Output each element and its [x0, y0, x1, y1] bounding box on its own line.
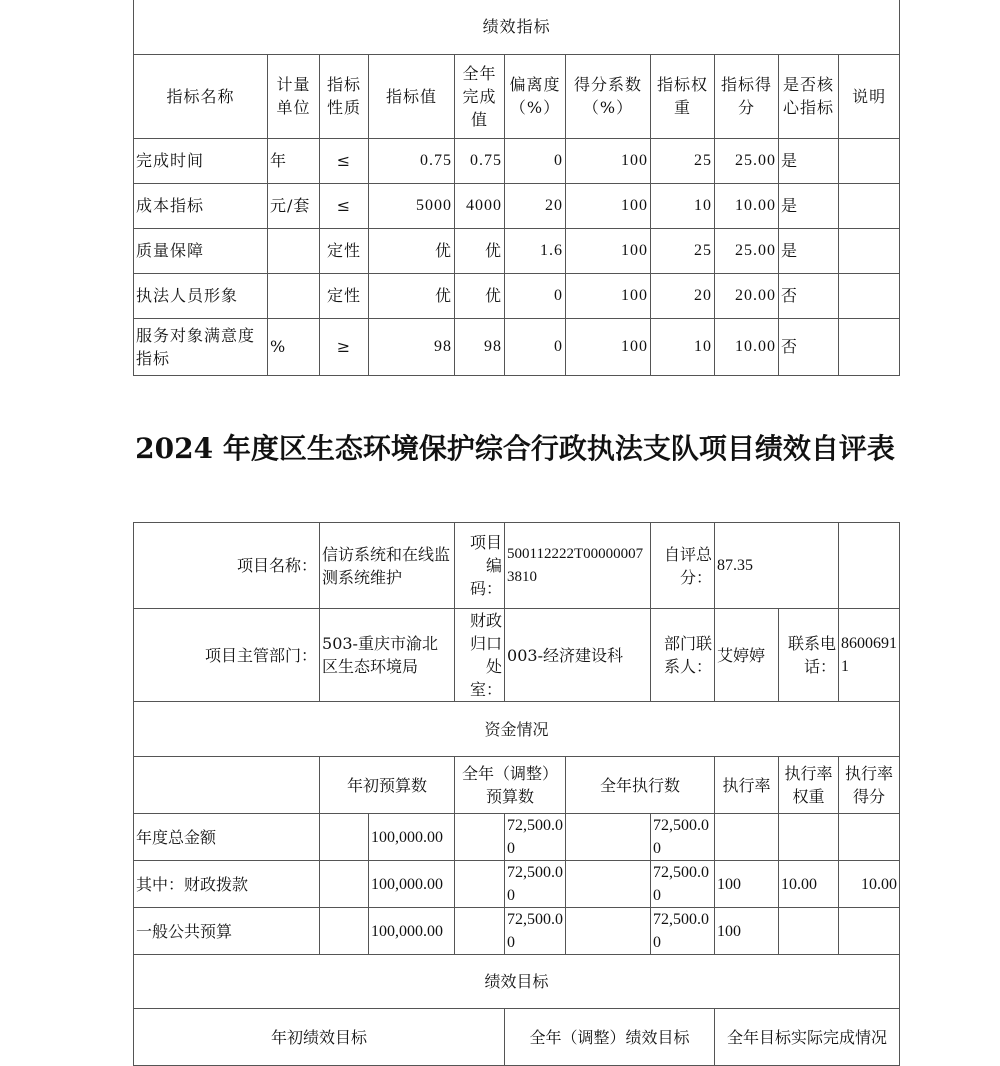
indicator-note [839, 273, 900, 318]
perf-section-title: 绩效指标 [134, 0, 900, 54]
table-row [134, 861, 900, 908]
funds-adjusted: 72,500.00 [505, 814, 566, 861]
contact-person-value: 艾婷婷 [715, 609, 779, 702]
indicator-score: 25.00 [715, 228, 779, 273]
indicator-name: 成本指标 [134, 183, 268, 228]
table-row [134, 318, 900, 375]
indicator-unit [268, 273, 320, 318]
indicator-actual: 优 [455, 273, 505, 318]
indicator-coefficient: 100 [566, 228, 651, 273]
indicator-target: 0.75 [369, 138, 455, 183]
header-nature: 指标性质 [320, 54, 369, 138]
funds-header-adjusted: 全年（调整）预算数 [455, 757, 566, 814]
header-score: 指标得分 [715, 54, 779, 138]
indicator-core: 是 [779, 183, 839, 228]
indicator-name: 服务对象满意度指标 [134, 318, 268, 375]
project-name-value: 信访系统和在线监测系统维护 [320, 523, 455, 609]
funds-adjusted: 72,500.00 [505, 908, 566, 955]
empty-cell [455, 861, 505, 908]
goals-header-actual: 全年目标实际完成情况 [715, 1009, 900, 1066]
indicator-core: 否 [779, 273, 839, 318]
indicator-score: 25.00 [715, 138, 779, 183]
indicator-actual: 0.75 [455, 138, 505, 183]
indicator-core: 否 [779, 318, 839, 375]
indicator-unit [268, 228, 320, 273]
funds-adjusted: 72,500.00 [505, 861, 566, 908]
funds-initial: 100,000.00 [369, 814, 455, 861]
empty-cell [320, 908, 369, 955]
indicator-actual: 98 [455, 318, 505, 375]
indicator-actual: 4000 [455, 183, 505, 228]
table-row [134, 908, 900, 955]
indicator-note [839, 228, 900, 273]
contact-person-label: 部门联系人： [651, 609, 715, 702]
funds-rate-score [839, 908, 900, 955]
goals-header-initial: 年初绩效目标 [134, 1009, 505, 1066]
indicator-nature: ≥ [320, 318, 369, 375]
funds-initial: 100,000.00 [369, 908, 455, 955]
indicator-name: 执法人员形象 [134, 273, 268, 318]
phone-label: 联系电话： [779, 609, 839, 702]
empty-cell [566, 861, 651, 908]
empty-cell [320, 814, 369, 861]
indicator-coefficient: 100 [566, 138, 651, 183]
indicator-core: 是 [779, 138, 839, 183]
dept-value: 503-重庆市渝北区生态环境局 [320, 609, 455, 702]
funds-header-initial: 年初预算数 [320, 757, 455, 814]
funds-row-label: 一般公共预算 [134, 908, 320, 955]
funds-header-rate: 执行率 [715, 757, 779, 814]
table-row [134, 228, 900, 273]
project-code-label: 项目编码： [455, 523, 505, 609]
indicator-nature: 定性 [320, 273, 369, 318]
header-actual: 全年完成值 [455, 54, 505, 138]
indicator-actual: 优 [455, 228, 505, 273]
indicator-nature: ≤ [320, 183, 369, 228]
funds-row-label: 年度总金额 [134, 814, 320, 861]
funds-executed: 72,500.00 [651, 861, 715, 908]
funds-rate: 100 [715, 861, 779, 908]
indicator-nature: ≤ [320, 138, 369, 183]
finance-office-value: 003-经济建设科 [505, 609, 651, 702]
indicator-nature: 定性 [320, 228, 369, 273]
header-core: 是否核心指标 [779, 54, 839, 138]
indicator-target: 优 [369, 228, 455, 273]
performance-indicators-table [133, 0, 900, 376]
empty-cell [320, 861, 369, 908]
funds-executed: 72,500.00 [651, 814, 715, 861]
indicator-target: 98 [369, 318, 455, 375]
self-score-label: 自评总分： [651, 523, 715, 609]
indicator-deviation: 0 [505, 318, 566, 375]
project-code-value: 500112222T000000073810 [505, 523, 651, 609]
funds-rate-weight [779, 908, 839, 955]
funds-header-blank [134, 757, 320, 814]
funds-executed: 72,500.00 [651, 908, 715, 955]
funds-rate-weight: 10.00 [779, 861, 839, 908]
indicator-coefficient: 100 [566, 273, 651, 318]
project-name-label: 项目名称： [134, 523, 320, 609]
indicator-weight: 20 [651, 273, 715, 318]
funds-rate-score [839, 814, 900, 861]
goals-header-adjusted: 全年（调整）绩效目标 [505, 1009, 715, 1066]
indicator-name: 质量保障 [134, 228, 268, 273]
indicator-note [839, 318, 900, 375]
indicator-coefficient: 100 [566, 318, 651, 375]
indicator-unit: % [268, 318, 320, 375]
funds-header-rate-weight: 执行率权重 [779, 757, 839, 814]
indicator-score: 20.00 [715, 273, 779, 318]
indicator-score: 10.00 [715, 183, 779, 228]
indicator-score: 10.00 [715, 318, 779, 375]
page-title: 2024 年度区生态环境保护综合行政执法支队项目绩效自评表 [135, 432, 895, 465]
funds-rate [715, 814, 779, 861]
funds-rate: 100 [715, 908, 779, 955]
header-note: 说明 [839, 54, 900, 138]
indicator-deviation: 20 [505, 183, 566, 228]
table-row [134, 183, 900, 228]
indicator-deviation: 1.6 [505, 228, 566, 273]
indicator-unit: 年 [268, 138, 320, 183]
self-score-value: 87.35 [715, 523, 839, 609]
indicator-target: 优 [369, 273, 455, 318]
indicator-note [839, 138, 900, 183]
goals-section-title: 绩效目标 [134, 955, 900, 1009]
dept-label: 项目主管部门： [134, 609, 320, 702]
phone-value: 86006911 [839, 609, 900, 702]
finance-office-label: 财政归口处室： [455, 609, 505, 702]
funds-rate-weight [779, 814, 839, 861]
indicator-deviation: 0 [505, 273, 566, 318]
table-row [134, 814, 900, 861]
indicator-weight: 10 [651, 183, 715, 228]
indicator-core: 是 [779, 228, 839, 273]
funds-initial: 100,000.00 [369, 861, 455, 908]
funds-section-title: 资金情况 [134, 702, 900, 757]
header-unit: 计量单位 [268, 54, 320, 138]
indicator-weight: 25 [651, 138, 715, 183]
table-row [134, 273, 900, 318]
empty-cell [566, 908, 651, 955]
header-weight: 指标权重 [651, 54, 715, 138]
header-deviation: 偏离度（%） [505, 54, 566, 138]
table-row [134, 138, 900, 183]
indicator-note [839, 183, 900, 228]
indicator-name: 完成时间 [134, 138, 268, 183]
funds-row-label: 其中：财政拨款 [134, 861, 320, 908]
indicator-target: 5000 [369, 183, 455, 228]
funds-header-rate-score: 执行率得分 [839, 757, 900, 814]
indicator-weight: 10 [651, 318, 715, 375]
funds-rate-score: 10.00 [839, 861, 900, 908]
indicator-coefficient: 100 [566, 183, 651, 228]
empty-cell [455, 908, 505, 955]
header-coefficient: 得分系数（%） [566, 54, 651, 138]
indicator-weight: 25 [651, 228, 715, 273]
empty-cell [839, 523, 900, 609]
indicator-deviation: 0 [505, 138, 566, 183]
header-indicator-name: 指标名称 [134, 54, 268, 138]
indicator-unit: 元/套 [268, 183, 320, 228]
empty-cell [566, 814, 651, 861]
funds-header-executed: 全年执行数 [566, 757, 715, 814]
header-target: 指标值 [369, 54, 455, 138]
self-evaluation-table [133, 522, 900, 1066]
empty-cell [455, 814, 505, 861]
